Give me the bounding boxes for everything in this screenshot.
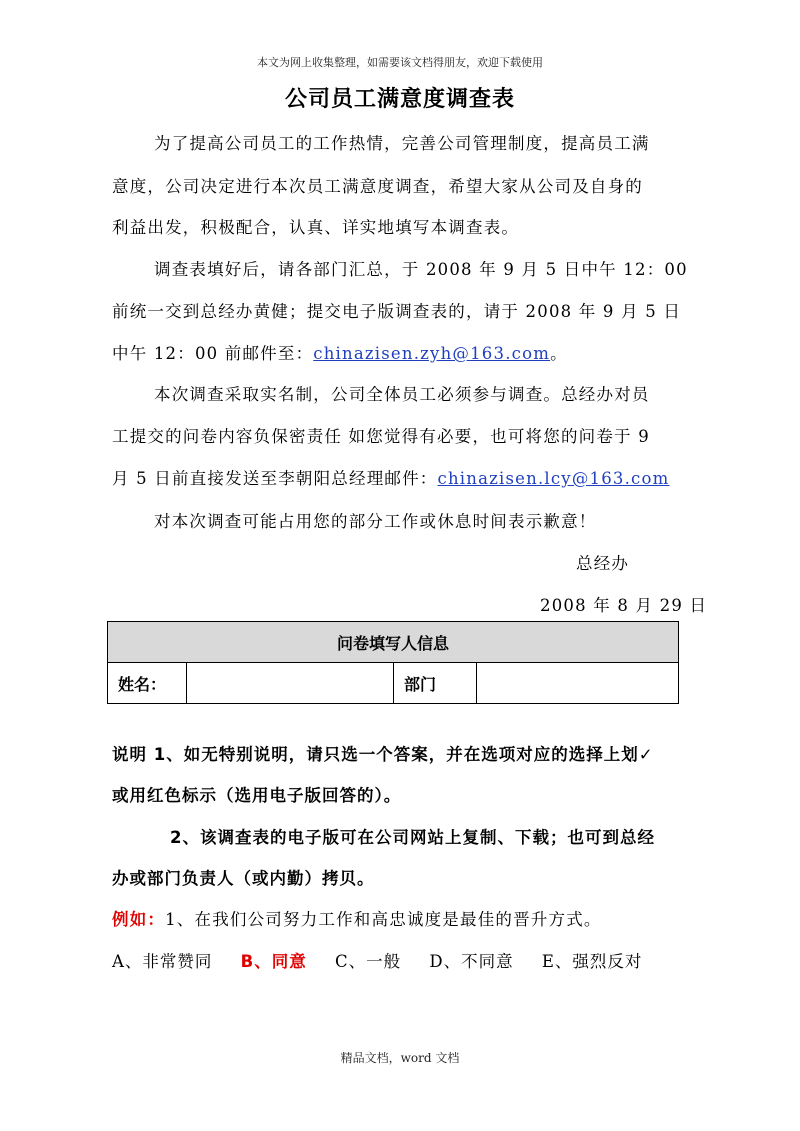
signature-date: 2008 年 8 月 29 日: [540, 596, 708, 615]
intro-paragraph-3-line-3: [112, 465, 669, 489]
note-1-line-2: 或用红色标示（选用电子版回答的）。: [112, 786, 402, 805]
option-a[interactable]: A、非常赞同: [112, 952, 213, 971]
header-note: 本文为网上收集整理，如需要该文档得朋友，欢迎下载使用: [257, 56, 543, 69]
name-field[interactable]: [187, 663, 394, 704]
intro-paragraph-2-line-1: 调查表填好后，请各部门汇总，于 2008 年 9 月 5 日中午 12：00: [154, 260, 688, 279]
option-e[interactable]: E、强烈反对: [541, 952, 643, 971]
footer-note: 精品文档，word 文档: [340, 1051, 460, 1065]
intro-paragraph-3-line-1: 本次调查采取实名制，公司全体员工必须参与调查。总经办对员: [154, 385, 650, 404]
intro-paragraph-2-line-3-end: 。: [550, 344, 568, 363]
intro-paragraph-1-line-1: 为了提高公司员工的工作热情，完善公司管理制度，提高员工满: [154, 134, 650, 153]
email-link-zyh[interactable]: chinazisen.zyh@163.com: [313, 344, 551, 363]
note-2-line-1: 2、该调查表的电子版可在公司网站上复制、下载；也可到总经: [170, 828, 655, 847]
example-line: [112, 906, 602, 930]
note-1-line-1: 说明 1、如无特别说明，请只选一个答案，并在选项对应的选择上划✓: [112, 745, 654, 764]
option-b-selected[interactable]: B、同意: [240, 952, 307, 971]
example-question: 1、在我们公司努力工作和高忠诚度是最佳的晋升方式。: [165, 910, 602, 929]
department-field[interactable]: [477, 663, 679, 704]
intro-paragraph-2-line-3: [112, 340, 568, 364]
intro-paragraph-3-line-3-text: 月 5 日前直接发送至李朝阳总经理邮件：: [112, 469, 438, 488]
email-link-lcy[interactable]: chinazisen.lcy@163.com: [437, 469, 670, 488]
intro-paragraph-1-line-2: 意度，公司决定进行本次员工满意度调查，希望大家从公司及自身的: [112, 177, 643, 196]
respondent-info-table: [107, 621, 679, 704]
apology-line: 对本次调查可能占用您的部分工作或休息时间表示歉意！: [154, 512, 597, 531]
page-title: 公司员工满意度调查表: [284, 87, 515, 112]
intro-paragraph-1-line-3: 利益出发，积极配合，认真、详实地填写本调查表。: [112, 218, 520, 237]
respondent-info-header: 问卷填写人信息: [108, 622, 679, 663]
example-options: [112, 948, 664, 972]
example-label: 例如：: [112, 910, 166, 929]
option-c[interactable]: C、一般: [335, 952, 402, 971]
intro-paragraph-2-line-3-text: 中午 12：00 前邮件至：: [112, 344, 314, 363]
department-label: 部门: [394, 663, 477, 704]
option-d[interactable]: D、不同意: [429, 952, 514, 971]
intro-paragraph-3-line-2: 工提交的问卷内容负保密责任 如您觉得有必要，也可将您的问卷于 9: [112, 427, 650, 446]
signature: 总经办: [576, 554, 630, 573]
name-label: 姓名：: [108, 663, 187, 704]
note-2-line-2: 办或部门负责人（或内勤）拷贝。: [112, 869, 375, 888]
intro-paragraph-2-line-2: 前统一交到总经办黄健；提交电子版调查表的，请于 2008 年 9 月 5 日: [112, 302, 682, 321]
